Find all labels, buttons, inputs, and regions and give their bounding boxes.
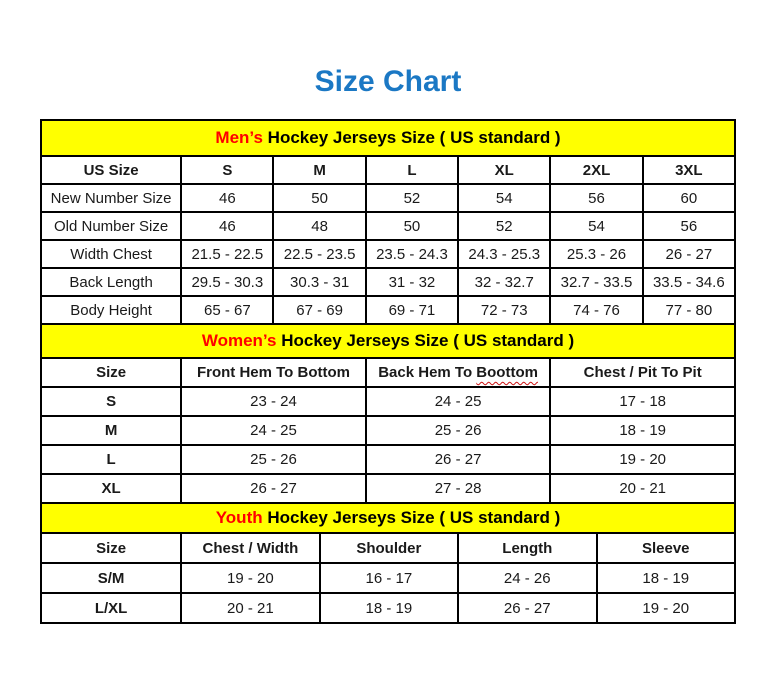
size-value: 32 - 32.7 <box>458 268 550 296</box>
mens-row-back-length <box>41 268 735 296</box>
youth-banner-row <box>41 503 735 533</box>
youth-column-header: Sleeve <box>597 533 736 563</box>
size-value: 60 <box>643 184 735 212</box>
size-value: 24.3 - 25.3 <box>458 240 550 268</box>
mens-section-banner <box>41 120 735 156</box>
row-label: M <box>41 416 181 445</box>
size-value: 19 - 20 <box>597 593 736 623</box>
size-value: 30.3 - 31 <box>273 268 365 296</box>
header-text: Back Hem To <box>378 364 477 381</box>
size-value: 52 <box>458 212 550 240</box>
size-value: 31 - 32 <box>366 268 458 296</box>
size-value: 19 - 20 <box>181 563 319 593</box>
size-value: 17 - 18 <box>550 387 735 416</box>
womens-row-m <box>41 416 735 445</box>
size-value: 23 - 24 <box>181 387 366 416</box>
size-value: 21.5 - 22.5 <box>181 240 273 268</box>
size-value: 72 - 73 <box>458 296 550 324</box>
row-label: Width Chest <box>41 240 181 268</box>
size-value: 54 <box>550 212 642 240</box>
womens-section-banner <box>41 324 735 358</box>
mens-row-width-chest <box>41 240 735 268</box>
youth-banner-highlight: Youth <box>215 508 263 527</box>
youth-row-s-m <box>41 563 735 593</box>
size-value: 18 - 19 <box>597 563 736 593</box>
youth-section-banner <box>41 503 735 533</box>
size-value: 23.5 - 24.3 <box>366 240 458 268</box>
mens-column-header: 2XL <box>550 156 642 184</box>
size-value: 46 <box>181 212 273 240</box>
mens-header-row <box>41 156 735 184</box>
size-value: 19 - 20 <box>550 445 735 474</box>
size-value: 24 - 25 <box>181 416 366 445</box>
mens-banner-highlight: Men’s <box>215 128 263 147</box>
size-tables-container <box>40 119 736 624</box>
womens-banner-row <box>41 324 735 358</box>
mens-banner-row <box>41 120 735 156</box>
size-value: 56 <box>550 184 642 212</box>
womens-row-l <box>41 445 735 474</box>
womens-column-header: Chest / Pit To Pit <box>550 358 735 387</box>
row-label: Old Number Size <box>41 212 181 240</box>
size-value: 20 - 21 <box>550 474 735 503</box>
mens-column-header: M <box>273 156 365 184</box>
youth-column-header: Size <box>41 533 181 563</box>
row-label: S <box>41 387 181 416</box>
womens-row-s <box>41 387 735 416</box>
womens-banner-highlight: Women’s <box>201 331 277 350</box>
size-value: 74 - 76 <box>550 296 642 324</box>
row-label: New Number Size <box>41 184 181 212</box>
size-value: 26 - 27 <box>366 445 551 474</box>
size-value: 24 - 26 <box>458 563 596 593</box>
womens-row-xl <box>41 474 735 503</box>
womens-header-row <box>41 358 735 387</box>
size-value: 54 <box>458 184 550 212</box>
mens-banner-text: Hockey Jerseys Size ( US standard ) <box>262 128 561 147</box>
size-value: 18 - 19 <box>550 416 735 445</box>
size-value: 65 - 67 <box>181 296 273 324</box>
misspelled-word: Boottom <box>476 364 538 381</box>
youth-column-header: Length <box>458 533 596 563</box>
youth-row-l-xl <box>41 593 735 623</box>
size-value: 50 <box>273 184 365 212</box>
page-title: Size Chart <box>314 65 462 98</box>
mens-row-new-number-size <box>41 184 735 212</box>
mens-column-header: S <box>181 156 273 184</box>
youth-banner-text: Hockey Jerseys Size ( US standard ) <box>262 508 561 527</box>
womens-column-header: Size <box>41 358 181 387</box>
row-label: S/M <box>41 563 181 593</box>
size-value: 25 - 26 <box>366 416 551 445</box>
size-value: 52 <box>366 184 458 212</box>
row-label: L <box>41 445 181 474</box>
size-value: 27 - 28 <box>366 474 551 503</box>
size-value: 29.5 - 30.3 <box>181 268 273 296</box>
youth-column-header: Shoulder <box>320 533 458 563</box>
youth-size-table <box>40 502 736 624</box>
size-value: 67 - 69 <box>273 296 365 324</box>
size-value: 25 - 26 <box>181 445 366 474</box>
size-value: 56 <box>643 212 735 240</box>
mens-column-header: US Size <box>41 156 181 184</box>
size-value: 32.7 - 33.5 <box>550 268 642 296</box>
size-value: 18 - 19 <box>320 593 458 623</box>
size-value: 22.5 - 23.5 <box>273 240 365 268</box>
youth-column-header: Chest / Width <box>181 533 319 563</box>
size-value: 48 <box>273 212 365 240</box>
youth-header-row <box>41 533 735 563</box>
womens-size-table <box>40 323 736 504</box>
size-value: 69 - 71 <box>366 296 458 324</box>
row-label: L/XL <box>41 593 181 623</box>
mens-size-table <box>40 119 736 325</box>
row-label: Back Length <box>41 268 181 296</box>
size-value: 26 - 27 <box>458 593 596 623</box>
size-value: 24 - 25 <box>366 387 551 416</box>
womens-column-header: Front Hem To Bottom <box>181 358 366 387</box>
row-label: Body Height <box>41 296 181 324</box>
mens-column-header: XL <box>458 156 550 184</box>
womens-banner-text: Hockey Jerseys Size ( US standard ) <box>276 331 575 350</box>
size-value: 46 <box>181 184 273 212</box>
mens-row-old-number-size <box>41 212 735 240</box>
size-value: 26 - 27 <box>181 474 366 503</box>
womens-column-header <box>366 358 551 387</box>
mens-column-header: L <box>366 156 458 184</box>
size-value: 16 - 17 <box>320 563 458 593</box>
row-label: XL <box>41 474 181 503</box>
size-value: 77 - 80 <box>643 296 735 324</box>
size-value: 26 - 27 <box>643 240 735 268</box>
size-value: 25.3 - 26 <box>550 240 642 268</box>
size-value: 50 <box>366 212 458 240</box>
size-value: 20 - 21 <box>181 593 319 623</box>
mens-column-header: 3XL <box>643 156 735 184</box>
size-value: 33.5 - 34.6 <box>643 268 735 296</box>
mens-row-body-height <box>41 296 735 324</box>
